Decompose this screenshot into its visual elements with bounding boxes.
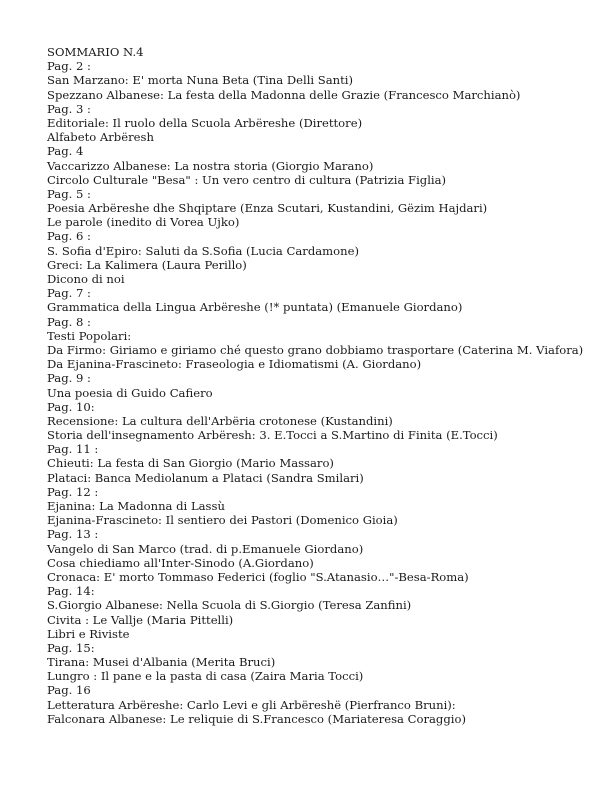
contents-line: Pag. 15: xyxy=(47,640,95,655)
contents-line: Libri e Riviste xyxy=(47,626,130,641)
contents-line: Cosa chiediamo all'Inter-Sinodo (A.Giordano) xyxy=(47,555,314,570)
contents-line: Chieuti: La festa di San Giorgio (Mario Massaro) xyxy=(47,456,334,471)
contents-line: Pag. 3 : xyxy=(47,101,91,116)
contents-line: Grammatica della Lingua Arbëreshe (!* puntata) (Emanuele Giordano) xyxy=(47,300,463,315)
contents-line: Pag. 10: xyxy=(47,399,95,414)
contents-line: S. Sofia d'Epiro: Saluti da S.Sofia (Lucia Cardamone) xyxy=(47,243,360,258)
contents-line: Testi Popolari: xyxy=(47,328,132,343)
contents-line: Spezzano Albanese: La festa della Madonna delle Grazie (Francesco Marchianò) xyxy=(47,87,521,102)
contents-line: Una poesia di Guido Cafiero xyxy=(47,385,213,400)
contents-line: Alfabeto Arbëresh xyxy=(47,130,154,145)
contents-line: Pag. 2 : xyxy=(47,59,91,74)
contents-line: Da Ejanina-Frascineto: Fraseologia e Idiomatismi (A. Giordano) xyxy=(47,357,422,372)
contents-line: Pag. 13 : xyxy=(47,527,99,542)
contents-line: Da Firmo: Giriamo e giriamo ché questo grano dobbiamo trasportare (Caterina M. Viafora) xyxy=(47,342,584,357)
contents-line: Pag. 4 xyxy=(47,144,84,159)
contents-line: Editoriale: Il ruolo della Scuola Arbëreshe (Direttore) xyxy=(47,115,363,130)
contents-line: Le parole (inedito di Vorea Ujko) xyxy=(47,215,240,230)
contents-line: Pag. 14: xyxy=(47,584,95,599)
contents-line: Ejanina-Frascineto: Il sentiero dei Pastori (Domenico Gioia) xyxy=(47,513,398,528)
contents-line: Pag. 8 : xyxy=(47,314,91,329)
contents-line: Circolo Culturale "Besa" : Un vero centro di cultura (Patrizia Figlia) xyxy=(47,172,447,187)
contents-line: Plataci: Banca Mediolanum a Plataci (Sandra Smilari) xyxy=(47,470,364,485)
contents-line: Pag. 11 : xyxy=(47,442,99,457)
contents-line: San Marzano: E' morta Nuna Beta (Tina Delli Santi) xyxy=(47,73,354,88)
contents-line: Storia dell'insegnamento Arbëresh: 3. E.Tocci a S.Martino di Finita (E.Tocci) xyxy=(47,428,498,443)
contents-line: Pag. 16 xyxy=(47,683,91,698)
contents-line: Ejanina: La Madonna di Lassù xyxy=(47,499,225,513)
contents-line: Recensione: La cultura dell'Arbëria crotonese (Kustandini) xyxy=(47,413,393,428)
contents-line: Lungro : Il pane e la pasta di casa (Zaira Maria Tocci) xyxy=(47,669,364,684)
contents-line: Pag. 6 : xyxy=(47,229,91,244)
contents-line: Pag. 12 : xyxy=(47,484,99,499)
table-of-contents xyxy=(47,45,595,726)
contents-line: Falconara Albanese: Le reliquie di S.Francesco (Mariateresa Coraggio) xyxy=(47,711,466,726)
contents-line: Poesia Arbëreshe dhe Shqiptare (Enza Scutari, Kustandini, Gëzim Hajdari) xyxy=(47,201,488,216)
contents-line: Vaccarizzo Albanese: La nostra storia (Giorgio Marano) xyxy=(47,158,374,173)
contents-line: Letteratura Arbëreshe: Carlo Levi e gli Arbëreshë (Pierfranco Bruni): xyxy=(47,697,456,712)
contents-line: S.Giorgio Albanese: Nella Scuola di S.Giorgio (Teresa Zanfini) xyxy=(47,598,412,613)
contents-line: Pag. 5 : xyxy=(47,186,91,201)
contents-line: Civita : Le Vallje (Maria Pittelli) xyxy=(47,612,234,627)
contents-line: Vangelo di San Marco (trad. di p.Emanuele Giordano) xyxy=(47,541,364,556)
contents-line: Dicono di noi xyxy=(47,272,125,286)
contents-line: Cronaca: E' morto Tommaso Federici (foglio "S.Atanasio…"-Besa-Roma) xyxy=(47,569,469,584)
contents-line: Tirana: Musei d'Albania (Merita Bruci) xyxy=(47,655,276,670)
document-title: SOMMARIO N.4 xyxy=(47,45,144,59)
contents-line: Greci: La Kalimera (Laura Perillo) xyxy=(47,257,247,272)
contents-line: Pag. 9 : xyxy=(47,371,91,386)
contents-line: Pag. 7 : xyxy=(47,286,91,301)
